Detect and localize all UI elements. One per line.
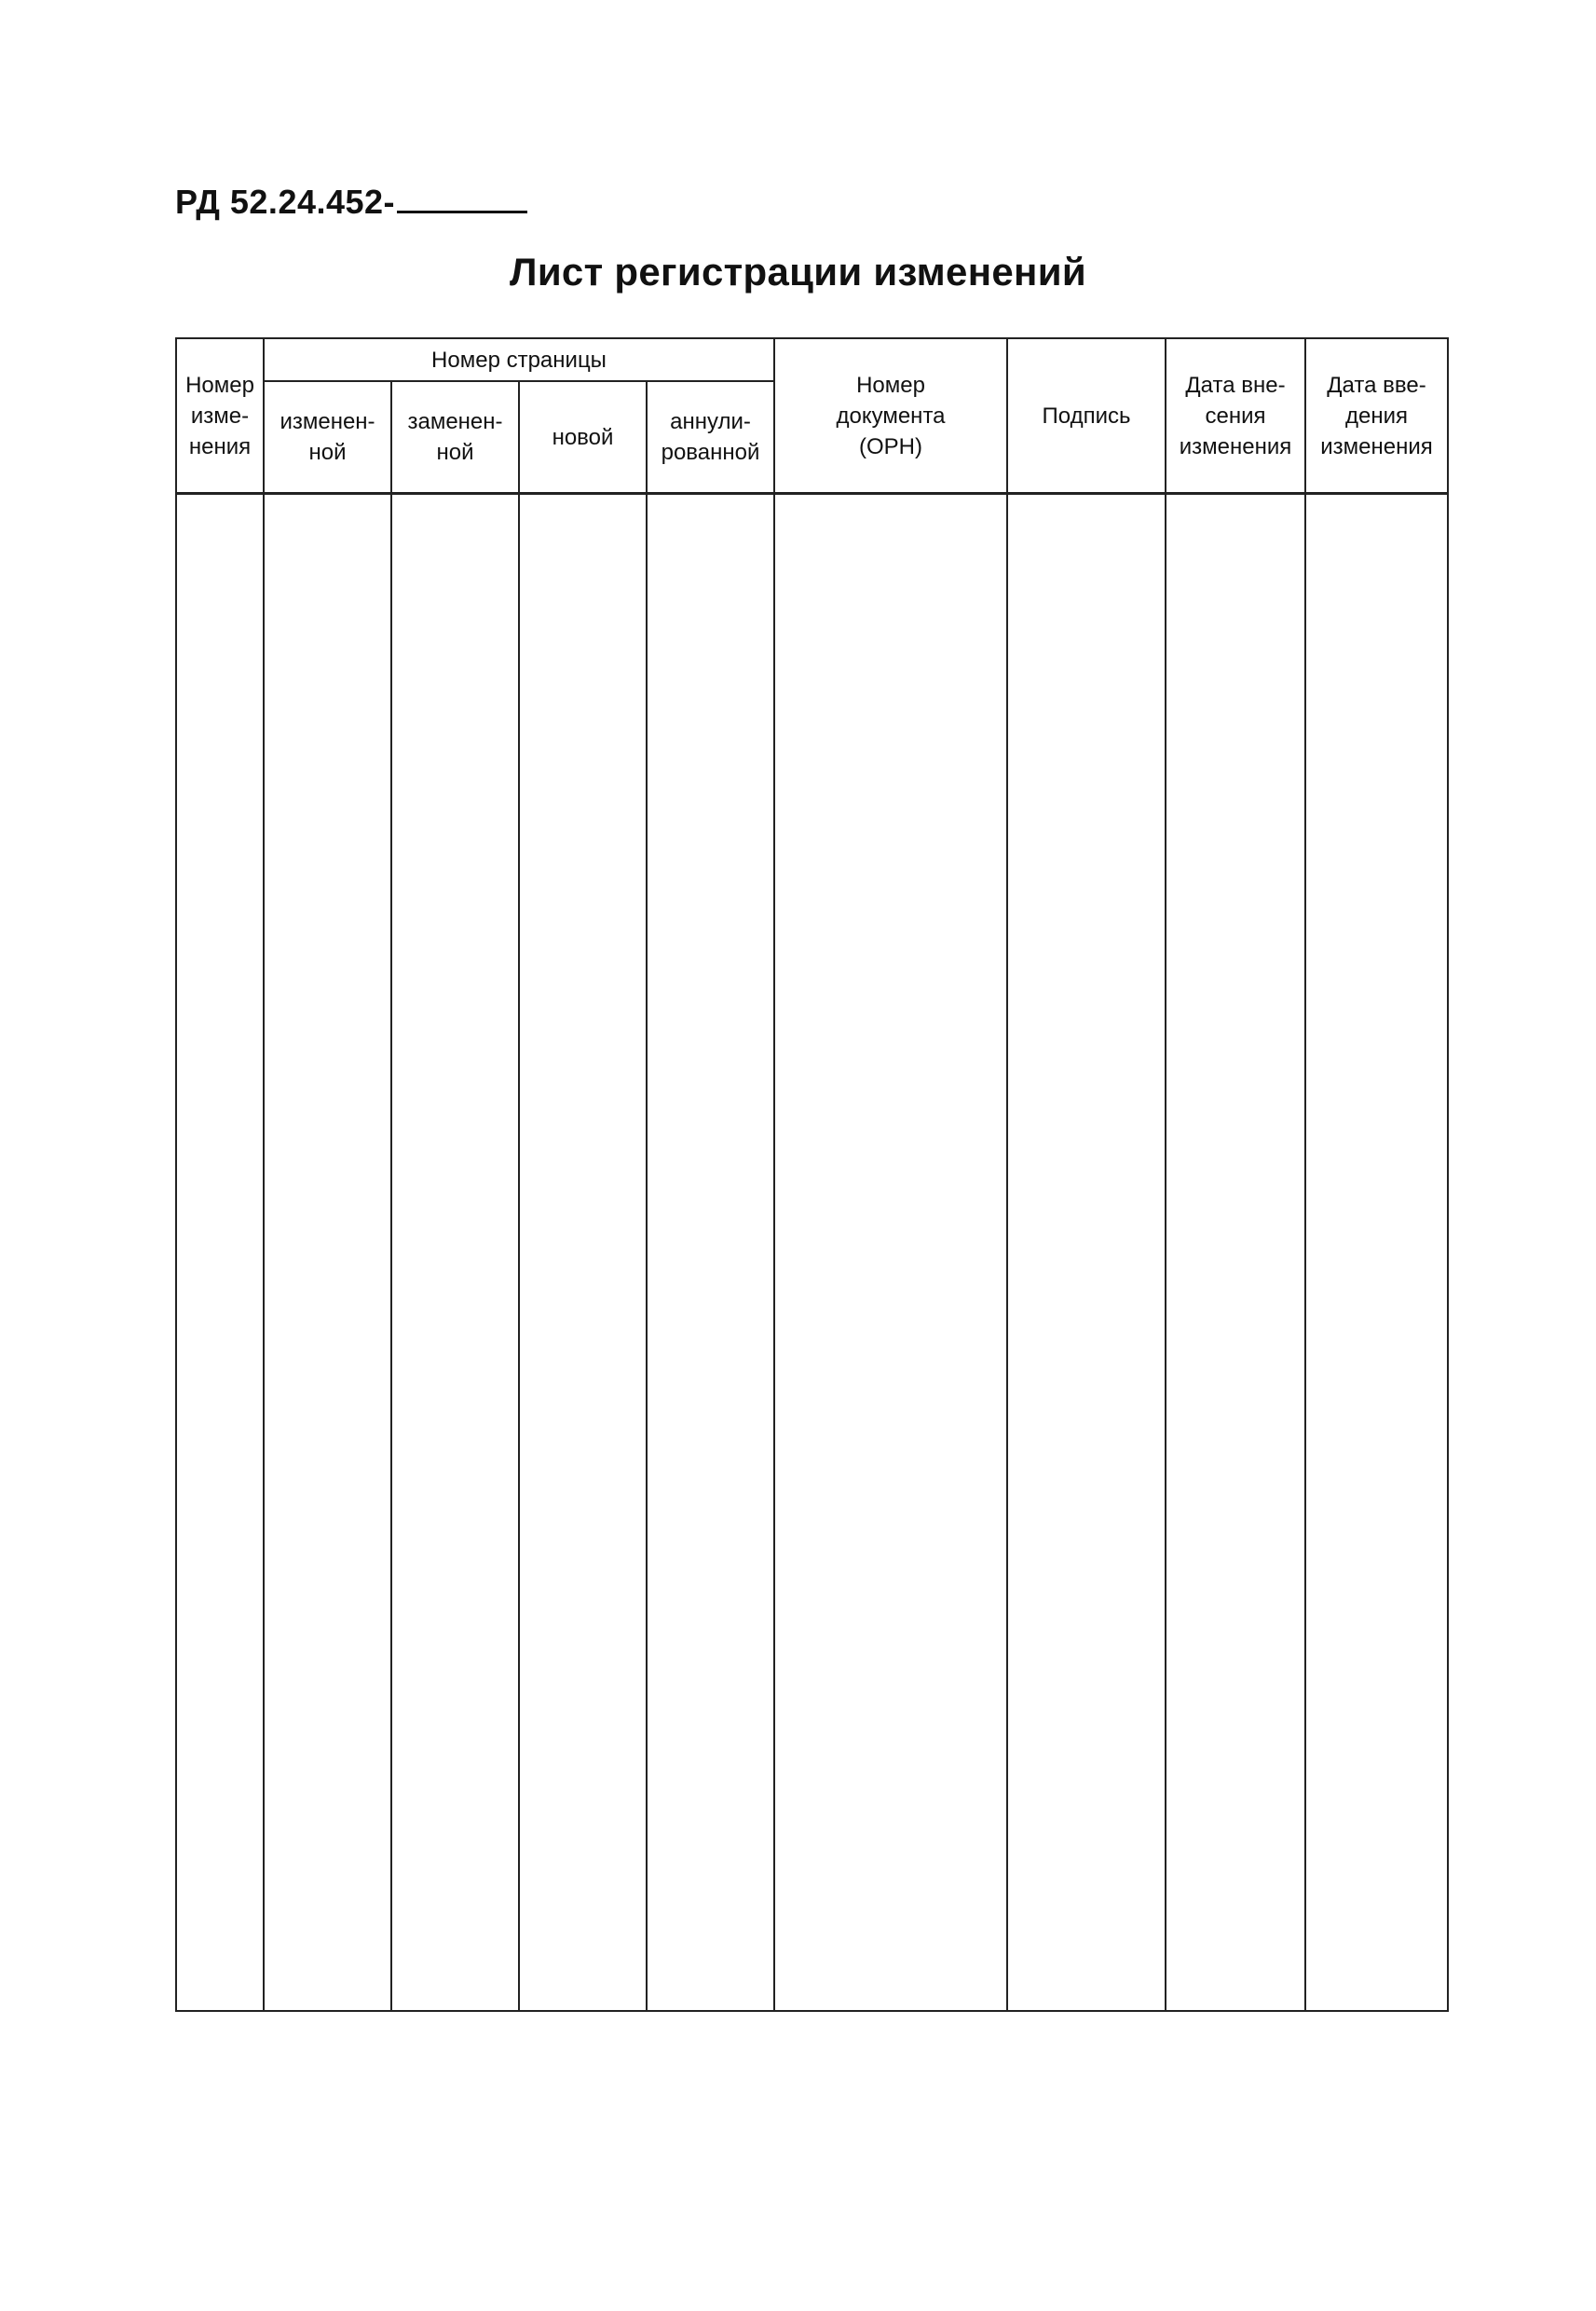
cell-document-number — [774, 494, 1007, 2012]
page-title: Лист регистрации изменений — [510, 250, 1086, 294]
cell-signature — [1007, 494, 1166, 2012]
cell-annulled-page — [647, 494, 774, 2012]
change-registration-table — [175, 337, 1449, 2012]
header-replaced-page: заменен- ной — [391, 381, 519, 494]
document-code-text: РД 52.24.452- — [175, 183, 396, 221]
cell-new-page — [519, 494, 647, 2012]
document-code — [175, 183, 527, 222]
header-entry-date: Дата вне- сения изменения — [1166, 338, 1305, 494]
header-page-number-group: Номер страницы — [264, 338, 774, 381]
cell-replaced-page — [391, 494, 519, 2012]
header-new-page: новой — [519, 381, 647, 494]
cell-entry-date — [1166, 494, 1305, 2012]
header-annulled-page: аннули- рованной — [647, 381, 774, 494]
table-row — [176, 494, 1448, 2012]
header-signature: Подпись — [1007, 338, 1166, 494]
header-changed-page: изменен- ной — [264, 381, 391, 494]
cell-change-number — [176, 494, 264, 2012]
cell-effective-date — [1305, 494, 1448, 2012]
header-effective-date: Дата вве- дения изменения — [1305, 338, 1448, 494]
header-document-number: Номер документа (ОРН) — [774, 338, 1007, 494]
header-change-number: Номер изме- нения — [176, 338, 264, 494]
document-code-blank-line — [397, 183, 527, 213]
cell-changed-page — [264, 494, 391, 2012]
